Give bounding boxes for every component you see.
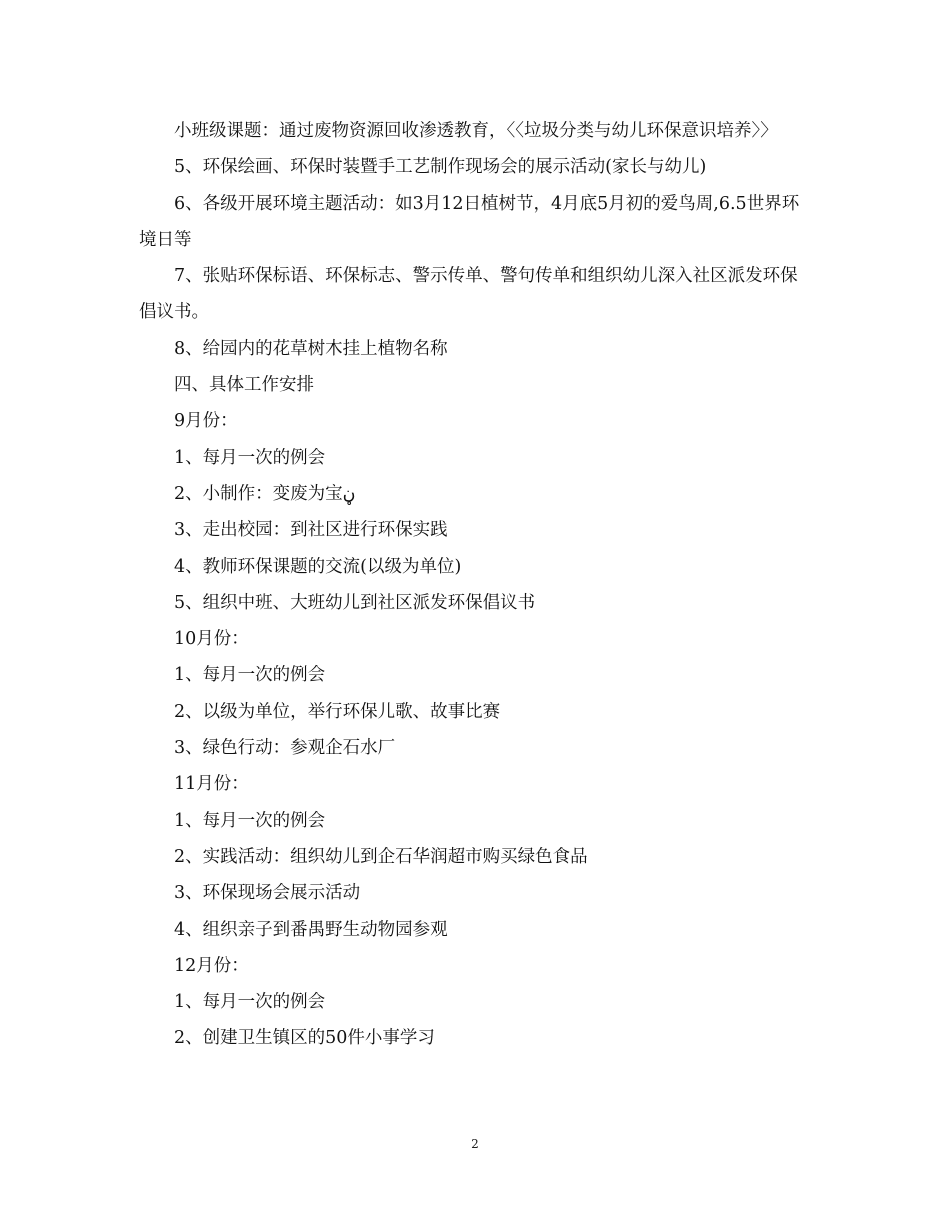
list-item: 1、每月一次的例会 (174, 447, 326, 468)
list-item: 1、每月一次的例会 (174, 665, 326, 686)
list-item: 4、组织亲子到番禺野生动物园参观 (174, 919, 448, 940)
list-item: 1、每月一次的例会 (174, 810, 326, 831)
month-heading-november: 11月份： (174, 774, 249, 795)
list-item: 2、创建卫生镇区的50件小事学习 (174, 1028, 435, 1049)
list-item: 3、绿色行动：参观企石水厂 (174, 738, 396, 759)
month-heading-october: 10月份： (174, 629, 249, 650)
month-heading-december: 12月份： (174, 955, 249, 976)
paragraph-item-8-plant-labels: 8、给园内的花草树木挂上植物名称 (174, 338, 448, 359)
list-item: 1、每月一次的例会 (174, 992, 326, 1013)
paragraph-item-6-theme-activities: 6、各级开展环境主题活动：如3月12日植树节，4月底5月初的爱鸟周,6.5世界环境日等 (139, 193, 800, 250)
month-heading-september: 9月份： (174, 411, 238, 432)
section-heading-work-schedule: 四、具体工作安排 (174, 375, 314, 396)
document-body (139, 113, 811, 1057)
list-item: 2、小制作：变废为宝ڼ (174, 483, 356, 504)
list-item: 3、环保现场会展示活动 (174, 883, 361, 904)
paragraph-topic: 小班级课题：通过废物资源回收渗透教育，〈〈垃圾分类与幼儿环保意识培养〉〉 (174, 121, 778, 141)
paragraph-item-7-posters: 7、张贴环保标语、环保标志、警示传单、警句传单和组织幼儿深入社区派发环保倡议书。 (139, 266, 798, 323)
list-item: 5、组织中班、大班幼儿到社区派发环保倡议书 (174, 592, 536, 613)
list-item: 3、走出校园：到社区进行环保实践 (174, 520, 448, 541)
page-number: 2 (471, 1137, 479, 1151)
list-item: 2、以级为单位，举行环保儿歌、故事比赛 (174, 701, 501, 722)
paragraph-item-5-exhibition: 5、环保绘画、环保时装暨手工艺制作现场会的展示活动(家长与幼儿) (174, 157, 707, 178)
list-item: 2、实践活动：组织幼儿到企石华润超市购买绿色食品 (174, 846, 588, 867)
list-item: 4、教师环保课题的交流(以级为单位) (174, 556, 462, 577)
